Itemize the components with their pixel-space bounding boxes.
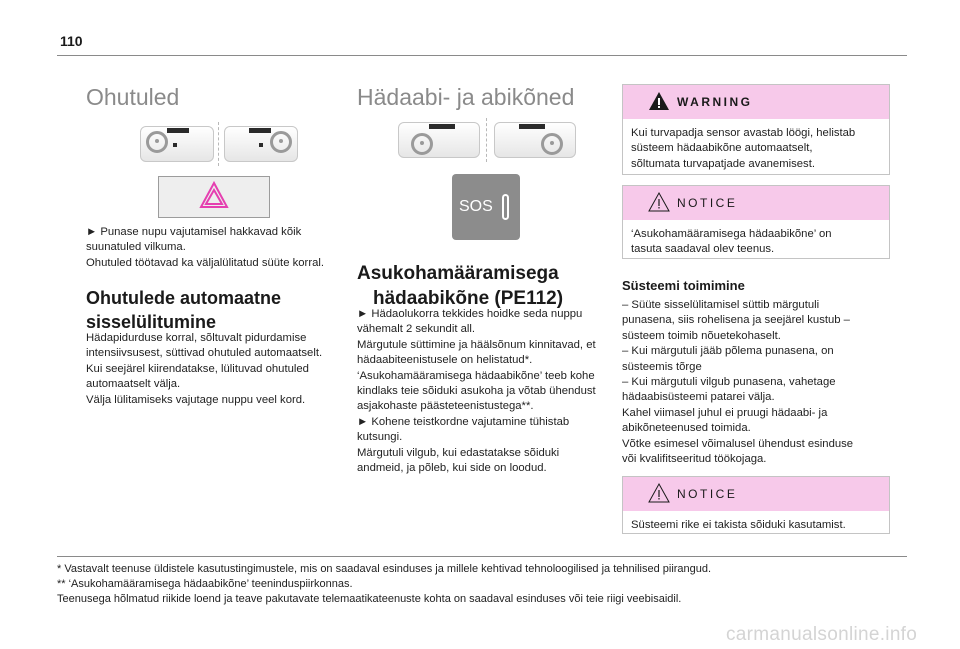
dashboard-location-illustration-2	[398, 118, 574, 164]
sos-button-illustration	[452, 174, 520, 240]
notice-box-2	[622, 476, 890, 534]
watermark: carmanualsonline.info	[726, 624, 918, 645]
warning-triangle-icon	[648, 482, 670, 504]
footnote-1: * Vastavalt teenuse üldistele kasutustingimustele, mis on saadaval esinduses ja millele kehtivad tehnoloogilised ja tehnilised piirangud.	[57, 563, 712, 575]
dashboard-rhd-icon	[224, 126, 298, 162]
hazard-triangle-icon	[199, 181, 229, 209]
notice-label-2: NOTICE	[677, 487, 738, 501]
footnote-2: ** ‘Asukohamääramisega hädaabikõne’ teeninduspiirkonnas.	[57, 578, 353, 590]
system-operation-text: – Süüte sisselülitamisel süttib märgutuli punasena, siis rohelisena ja seejärel kustub – süsteem toimib nõuetekohaselt. – Kui märgutuli jääb põlema punasena, on süsteemis tõrge – Kui märgutuli vilgub punasena, vahetage hädaabisüsteemi patarei välja. Kahel viimasel juhul ei pruugi hädaabi- ja abikõneteenused toimida. Võtke esimesel võimalusel ühendust esinduse või kvalifitseeritud töökojaga.	[622, 299, 854, 466]
section-heading-auto-hazard: Ohutulede automaatne sisselülitumine	[86, 288, 282, 332]
notice-header-1	[623, 186, 889, 220]
steering-wheel-icon	[411, 133, 433, 155]
dashboard-lhd-icon	[140, 126, 214, 162]
dashboard-rhd-icon	[494, 122, 576, 158]
steering-wheel-icon	[146, 131, 168, 153]
dashboard-location-illustration	[140, 122, 300, 168]
hazard-intro-text: ► Punase nupu vajutamisel hakkavad kõik suunatuled vilkuma. Ohutuled töötavad ka väljalülitatud süüte korral.	[86, 226, 325, 269]
notice-label-1: NOTICE	[677, 196, 738, 210]
warning-text: Kui turvapadja sensor avastab löögi, helistab süsteem hädaabikõne automaatselt, sõltumata turvapatjade avanemisest.	[631, 127, 856, 170]
notice-header-2	[623, 477, 889, 511]
section-title-emergency-calls: Hädaabi- ja abikõned	[357, 84, 575, 110]
warning-label: WARNING	[677, 95, 753, 109]
sos-label: SOS	[459, 198, 493, 215]
sos-button-icon	[502, 194, 509, 220]
warning-triangle-icon	[648, 191, 670, 213]
notice-text-2: Süsteemi rike ei takista sõiduki kasutamist.	[631, 519, 846, 531]
notice-text-1: ‘Asukohamääramisega hädaabikõne’ on tasuta saadaval olev teenus.	[631, 228, 832, 256]
steering-wheel-icon	[270, 131, 292, 153]
section-heading-pe112: Asukohamääramisega hädaabikõne (PE112)	[357, 263, 564, 309]
warning-header	[623, 85, 889, 119]
pe112-text: ► Hädaolukorra tekkides hoidke seda nuppu vähemalt 2 sekundit all. Märgutule süttimine ja häälsõnum kinnitavad, et hädaabiteenistusele on helistatud*. ‘Asukohamääramisega hädaabikõne’ teeb kohe kindlaks teie sõiduki asukoha ja võtab ühendust asjakohaste päästeteenistustega**. ► Kohene teistkordne vajutamine tühistab kutsungi. Märgutuli vilgub, kui edastatakse sõiduki andmeid, ja põleb, kui side on loodud.	[357, 308, 596, 475]
top-divider	[57, 55, 907, 56]
steering-wheel-icon	[541, 133, 563, 155]
page-number: 110	[60, 33, 83, 49]
section-heading-system-operation: Süsteemi toimimine	[622, 278, 745, 293]
warning-box	[622, 84, 890, 175]
auto-hazard-text: Hädapidurduse korral, sõltuvalt pidurdamise intensiivsusest, süttivad ohutuled automaatselt. Kui seejärel kiirendatakse, lülituvad ohutuled automaatselt välja. Välja lülitamiseks vajutage nuppu veel kord.	[86, 332, 323, 406]
footnotes	[57, 562, 711, 607]
section-title-hazard-lights: Ohutuled	[86, 84, 180, 110]
footnote-divider	[57, 556, 907, 557]
footnote-3: Teenusega hõlmatud riikide loend ja teave pakutavate telemaatikateenuste kohta on saadaval esinduses või teie riigi veebisaidil.	[57, 593, 682, 605]
hazard-button-illustration	[158, 176, 270, 218]
notice-box-1	[622, 185, 890, 259]
dashboard-lhd-icon	[398, 122, 480, 158]
warning-triangle-icon	[648, 90, 670, 112]
